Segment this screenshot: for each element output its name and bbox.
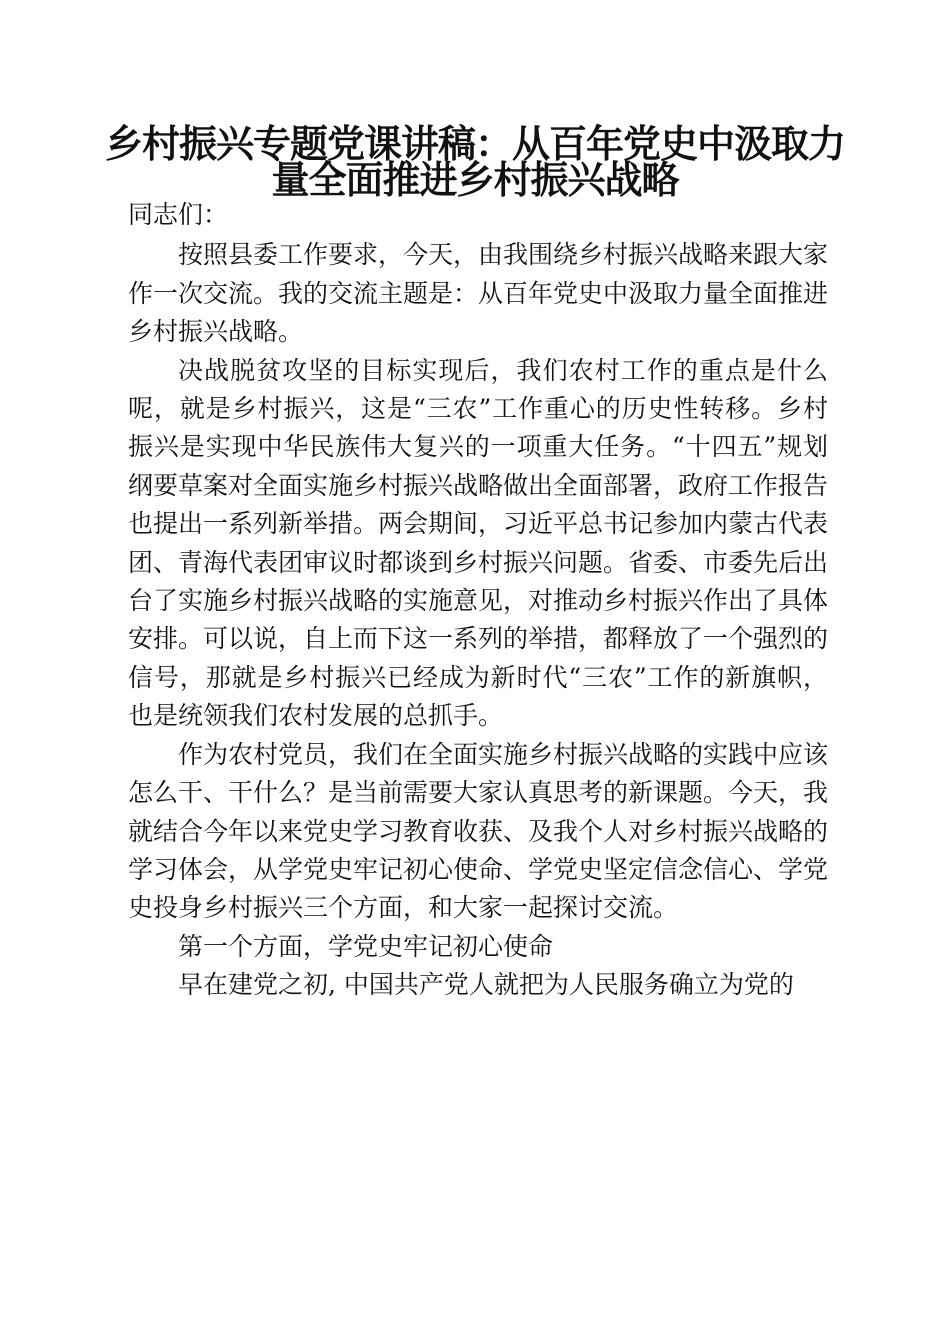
paragraph-context: 决战脱贫攻坚的目标实现后，我们农村工作的重点是什么呢，就是乡村振兴，这是“三农”工作重心的历史性转移。乡村振兴是实现中华民族伟大复兴的一项重大任务。“十四五”规划纲要草案对全面实施乡村振兴战略做出全面部署，政府工作报告也提出一系列新举措。两会期间，习近平总书记参加内蒙古代表团、青海代表团审议时都谈到乡村振兴问题。省委、市委先后出台了实施乡村振兴战略的实施意见，对推动乡村振兴作出了具体安排。可以说，自上而下这一系列的举措，都释放了一个强烈的信号，那就是乡村振兴已经成为新时代“三农”工作的新旗帜，也是统领我们农村发展的总抓手。 bbox=[128, 355, 829, 731]
document-title: 乡村振兴专题党课讲稿：从百年党史中汲取力量全面推进乡村振兴战略 bbox=[104, 122, 845, 202]
paragraph-topic: 作为农村党员，我们在全面实施乡村振兴战略的实践中应该怎么干、干什么？是当前需要大家认真思考的新课题。今天，我就结合今年以来党史学习教育收获、及我个人对乡村振兴战略的学习体会，从学党史牢记初心使命、学党史坚定信念信心、学党史投身乡村振兴三个方面，和大家一起探讨交流。 bbox=[128, 739, 829, 923]
greeting: 同志们： bbox=[128, 200, 229, 229]
paragraph-intro: 按照县委工作要求，今天，由我围绕乡村振兴战略来跟大家作一次交流。我的交流主题是：从百年党史中汲取力量全面推进乡村振兴战略。 bbox=[128, 240, 829, 347]
section-heading-first: 第一个方面，学党史牢记初心使命 bbox=[178, 931, 554, 961]
paragraph-section-start: 早在建党之初, 中国共产党人就把为人民服务确立为党的 bbox=[178, 970, 794, 1000]
document-body bbox=[128, 196, 828, 1005]
